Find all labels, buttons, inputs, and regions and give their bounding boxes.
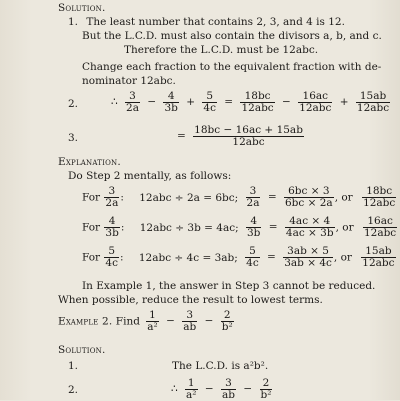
minus-sign: − — [147, 96, 157, 108]
minus-sign: − — [282, 96, 291, 108]
solution-heading: Solution. — [58, 2, 106, 14]
fraction: $\frac{1}{\text{a²}}$ — [186, 377, 197, 401]
fraction: $\frac{2}{\text{b²}}$ — [260, 377, 272, 401]
step-text: The least number that contains 2, 3, and 4 is 12. — [86, 16, 345, 28]
step-2-number: 2. — [68, 98, 79, 110]
example-label: Example 2. — [58, 315, 113, 328]
step-3-number: 3. — [68, 132, 79, 144]
therefore-symbol: ∴ — [111, 96, 118, 108]
fraction: $\frac{2}{\text{b²}}$ — [221, 309, 233, 333]
example-2-statement — [58, 310, 235, 333]
step-number: 1. — [68, 16, 79, 28]
minus-sign: − — [243, 383, 253, 395]
remark-line: In Example 1, the answer in Step 3 cannot be reduced. — [82, 280, 376, 292]
fraction: $\frac{3}{ab}$ — [183, 309, 197, 333]
explanation-row: For $\frac{3}{2a}$ : 12abc ÷ 2a = 6bc; $\frac{3}{2a}$ = $\frac{6bc \times 3}{6bc \times 2a}$ , or $\frac{18bc}{\text{12abc}}$ — [82, 185, 396, 209]
step-1-line — [68, 16, 345, 29]
explanation-intro: Do Step 2 mentally, as follows: — [68, 170, 232, 182]
minus-sign: − — [166, 315, 175, 327]
find-word: Find — [115, 315, 140, 328]
change-instruction-line: Change each fraction to the equivalent fraction with de- — [82, 61, 382, 73]
step-3-equation — [174, 125, 305, 148]
therefore-symbol: ∴ — [171, 383, 178, 395]
step-1-continuation: But the L.C.D. must also contain the divisors a, b, and c. — [82, 30, 382, 42]
change-instruction-line: nominator 12abc. — [82, 75, 176, 87]
explanation-row: For $\frac{4}{3b}$ : 12abc ÷ 3b = 4ac; $\frac{4}{3b}$ = $\frac{4ac \times 4}{4ac \times 3b}$ , or $\frac{16ac}{\text{12abc}}$ — [82, 215, 397, 239]
minus-sign: − — [204, 315, 214, 327]
explanation-heading: Explanation. — [58, 156, 121, 168]
solution-2-step-1-number: 1. — [68, 360, 79, 372]
minus-sign: − — [204, 383, 214, 395]
solution-2-step-2-equation — [168, 378, 273, 401]
fraction: $\frac{16ac}{\text{12abc}}$ — [299, 90, 332, 114]
plus-sign: + — [186, 96, 196, 108]
explanation-row: For $\frac{5}{4c}$ : 12abc ÷ 4c = 3ab; $\frac{5}{4c}$ = $\frac{3ab \times 5}{3ab \times 4c}$ , or $\frac{15ab}{\text{12abc}}$ — [82, 245, 395, 269]
fraction: $\frac{3}{2a}$ — [126, 90, 139, 114]
step-1-conclusion: Therefore the L.C.D. must be 12abc. — [124, 44, 319, 56]
fraction: $\frac{4}{3b}$ — [164, 90, 178, 114]
remark-line: When possible, reduce the result to lowest terms. — [58, 294, 323, 306]
plus-sign: + — [339, 96, 349, 108]
fraction: $\frac{5}{4c}$ — [203, 90, 216, 114]
fraction: $\frac{1}{\text{a²}}$ — [147, 309, 158, 333]
solution-2-step-2-number: 2. — [68, 384, 79, 396]
fraction: $\frac{15ab}{\text{12abc}}$ — [356, 90, 390, 114]
solution-2-heading: Solution. — [58, 344, 106, 356]
equals-sign: = — [224, 96, 234, 108]
equals-sign: = — [177, 130, 186, 142]
fraction: $\frac{18bc}{\text{12abc}}$ — [241, 90, 274, 114]
solution-2-step-1-text: The L.C.D. is a²b². — [172, 360, 269, 372]
fraction: $\frac{3}{ab}$ — [222, 377, 235, 401]
combined-fraction: $\frac{18bc - 16ac + 15ab}{\text{12abc}}$ — [194, 124, 303, 148]
step-2-equation — [108, 91, 391, 114]
